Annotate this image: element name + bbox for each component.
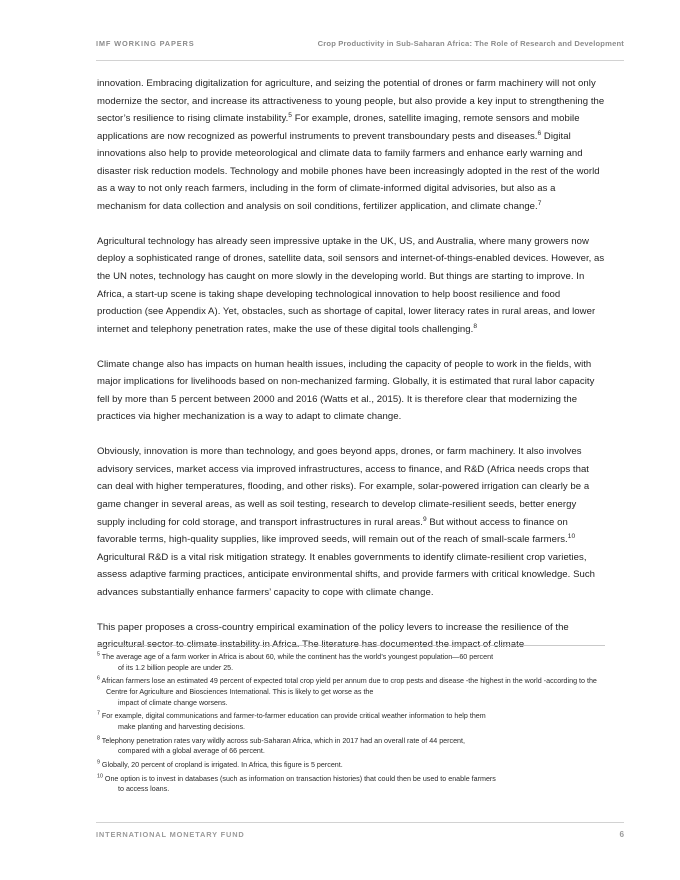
paragraph-text: Agricultural technology has already seen impressive uptake in the UK, US, and Australia, where many growers now deploy a sophisticated range of drones, satellite data, soil sensors and internet-of-things-enabled devices. However, as the UN notes, technology has caught on more slowly in the developing world. But things are starting to improve. In Africa, a start-up scene is taking shape developing technological innovation to help boost resilience and food production (see Appendix A). Yet, obstacles, such as shortage of capital, lower literacy rates in rural areas, and lower internet and telephony penetration rates, make the use of these digital tools challenging. — [97, 235, 605, 335]
footnote-reference-marker[interactable]: 8 — [473, 322, 478, 330]
footnote-text-continuation: make planting and harvesting decisions. — [118, 722, 246, 731]
footnote-reference-marker[interactable]: 6 — [537, 129, 542, 137]
page-header — [96, 38, 624, 61]
footnote-item — [97, 760, 605, 771]
paragraph-text: innovation. Embracing digitalization for agriculture, and seizing the potential of drones or farm machinery will not only modernize the sector, and increase its attractiveness to young people, but also provide a key input to strengthening the sector’s resilience to rising climate instability. — [97, 78, 605, 125]
body-paragraph — [97, 75, 605, 215]
paragraph-text: Digital innovations also help to provide meteorological and climate data to family farmers and enhance early warning and disaster risk reduction models. Technology and mobile phones have been increasingly adopted in the rest of the world as a way to not only reach farmers, including in the form of climate-informed digital advisories, but also as a mechanism for data collection and analysis on soil conditions, fertilizer application, and climate change. — [97, 130, 600, 212]
footnote-separator-rule — [97, 645, 605, 646]
footnote-text: For example, digital communications and farmer-to-farmer education can provide critical weather information to help them — [99, 712, 486, 721]
body-paragraph — [97, 233, 605, 338]
page-footer — [96, 822, 624, 839]
footnotes-section — [97, 645, 605, 798]
footnote-item — [97, 774, 605, 795]
page-number: 6 — [619, 830, 624, 839]
paragraph-text: For example, drones, satellite imaging, remote sensors and mobile applications are now recognized as powerful instruments to prevent transboundary pests and diseases. — [97, 113, 580, 142]
footer-institution-label: INTERNATIONAL MONETARY FUND — [96, 830, 245, 839]
footnote-number[interactable]: 8 — [97, 735, 100, 742]
paragraph-text: This paper proposes a cross-country empirical examination of the policy levers to increase the resilience of the agricultural sector to climate instability in Africa. The literature has documented the impact of climate — [97, 621, 569, 651]
footnote-reference-marker[interactable]: 9 — [422, 515, 427, 523]
footnote-item — [97, 676, 605, 708]
footnote-number[interactable]: 7 — [97, 710, 100, 717]
body-paragraph — [97, 356, 605, 426]
footnote-number[interactable]: 9 — [97, 759, 100, 766]
footnote-text: African farmers lose an estimated 49 percent of expected total crop yield per annum due to crop pests and disease -the highest in the world -according to the Centre for Agriculture and Biosciences International. This is likely to get worse as the — [99, 677, 597, 696]
paragraph-text: Climate change also has impacts on human health issues, including the capacity of people to work in the fields, with major implications for livelihoods based on non-mechanized farming. Globally, it is estimated that rural labor capacity fell by more than 5 percent between 2000 and 2016 (Watts et al., 2015). It is therefore clear that modernizing the practices via higher mechanization is a way to adapt to climate change. — [97, 358, 595, 423]
footnote-text: Globally, 20 percent of cropland is irrigated. In Africa, this figure is 5 percent. — [99, 761, 343, 770]
footnote-text-continuation: compared with a global average of 66 percent. — [118, 747, 265, 756]
footnote-item — [97, 736, 605, 757]
footnote-item — [97, 652, 605, 673]
footnote-text: Telephony penetration rates vary wildly across sub-Saharan Africa, which in 2017 had an overall rate of 44 percent, — [99, 736, 465, 745]
footnote-number[interactable]: 10 — [97, 773, 103, 780]
header-paper-title: Crop Productivity in Sub-Saharan Africa: The Role of Research and Development — [317, 39, 624, 48]
body-paragraph — [97, 443, 605, 601]
paragraph-text: Agricultural R&D is a vital risk mitigation strategy. It enables governments to identify climate-resilient crop varieties, assess adaptive farming practices, anticipate environmental shifts, and provide farmers with critical knowledge. Such advances substantially enhance farmers’ capacity to cope with climate change. — [97, 551, 596, 598]
footnote-reference-marker[interactable]: 10 — [567, 532, 576, 540]
footnote-text: The average age of a farm worker in Africa is about 60, while the continent has the world’s youngest population—60 percent — [99, 653, 494, 661]
footnote-reference-marker[interactable]: 5 — [288, 111, 292, 119]
paragraph-text: Obviously, innovation is more than technology, and goes beyond apps, drones, or farm machinery. It also involves advisory services, market access via improved infrastructures, access to finance, and R&D (Africa needs crops that can deal with higher temperatures, flooding, and other risks). For example, solar-powered irrigation can clearly be a game changer in several areas, as well as soil testing, research to develop climate-resilient seeds, better energy supply including for cold storage, and transport infrastructures in rural areas. — [97, 446, 590, 528]
footnote-list — [97, 652, 605, 795]
paragraph-text: But without access to finance on favorable terms, high-quality supplies, like improved seeds, will remain out of the reach of small-scale farmers. — [97, 516, 568, 546]
footnote-number[interactable]: 6 — [97, 676, 100, 682]
footnote-text-continuation: of its 1.2 billion people are under 25. — [118, 663, 234, 672]
footnote-text: One option is to invest in databases (such as information on transaction histories) that could then be used to enable farmers — [102, 774, 496, 783]
footnote-text-continuation: impact of climate change worsens. — [118, 698, 228, 707]
document-body — [97, 75, 605, 654]
header-publication-label: IMF WORKING PAPERS — [96, 39, 195, 48]
footnote-text-continuation: to access loans. — [118, 785, 170, 794]
footnote-item — [97, 711, 605, 732]
footnote-number[interactable]: 5 — [97, 651, 100, 658]
footnote-reference-marker[interactable]: 7 — [537, 199, 542, 207]
